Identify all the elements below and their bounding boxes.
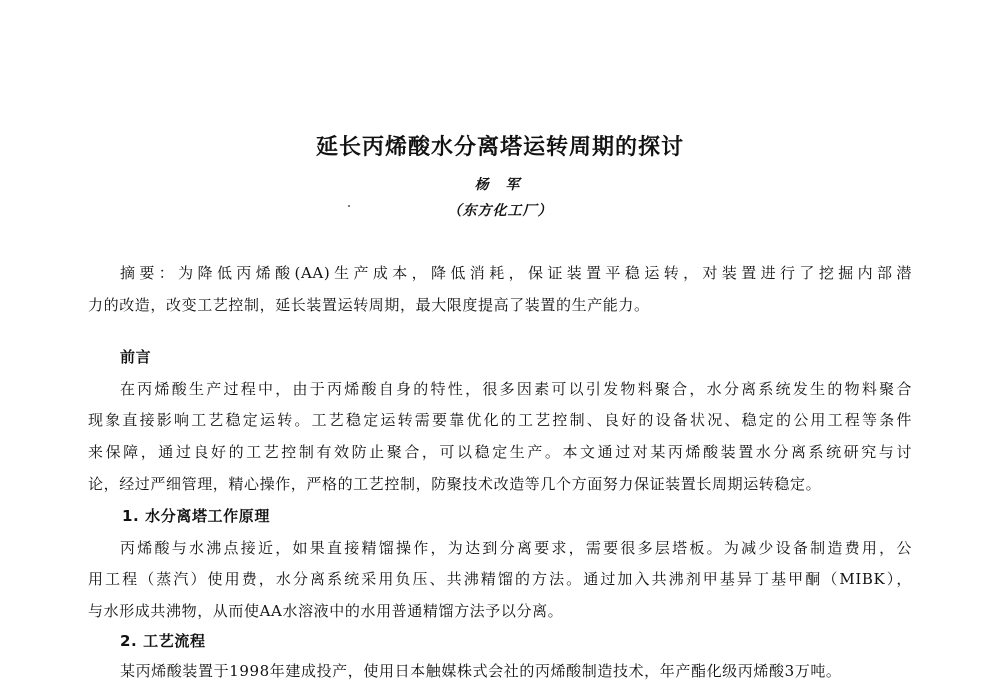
author-affiliation: （东方化工厂） bbox=[447, 203, 553, 219]
paragraph-line: 在丙烯酸生产过程中，由于丙烯酸自身的特性，很多因素可以引发物料聚合，水分离系统发生的物料聚合 bbox=[120, 380, 912, 398]
abstract-line: 摘要：为降低丙烯酸(AA)生产成本，降低消耗，保证装置平稳运转，对装置进行了挖掘内部潜 bbox=[120, 264, 912, 282]
section-heading-1: 1. 水分离塔工作原理 bbox=[122, 507, 270, 525]
section-heading-preface: 前言 bbox=[120, 348, 152, 366]
paragraph-line: 丙烯酸与水沸点接近，如果直接精馏操作，为达到分离要求，需要很多层塔板。为减少设备制造费用，公 bbox=[120, 539, 912, 557]
scan-speck bbox=[348, 205, 350, 207]
paragraph-line: 论，经过严细管理，精心操作，严格的工艺控制，防聚技术改造等几个方面努力保证装置长周期运转稳定。 bbox=[88, 475, 822, 493]
abstract-line: 力的改造，改变工艺控制，延长装置运转周期，最大限度提高了装置的生产能力。 bbox=[88, 296, 650, 314]
section-heading-2: 2. 工艺流程 bbox=[120, 632, 206, 650]
author-name: 杨 军 bbox=[474, 177, 526, 193]
paper-title: 延长丙烯酸水分离塔运转周期的探讨 bbox=[315, 135, 684, 160]
paragraph-line: 用工程（蒸汽）使用费，水分离系统采用负压、共沸精馏的方法。通过加入共沸剂甲基异丁基甲酮（MIBK）， bbox=[88, 570, 912, 588]
paragraph-line: 来保障，通过良好的工艺控制有效防止聚合，可以稳定生产。本文通过对某丙烯酸装置水分离系统研究与讨 bbox=[88, 443, 912, 461]
paragraph-line: 某丙烯酸装置于1998年建成投产，使用日本触媒株式会社的丙烯酸制造技术，年产酯化级丙烯酸3万吨。 bbox=[120, 662, 842, 680]
paragraph-line: 与水形成共沸物，从而使AA水溶液中的水用普通精馏方法予以分离。 bbox=[88, 602, 564, 620]
paragraph-line: 现象直接影响工艺稳定运转。工艺稳定运转需要靠优化的工艺控制、良好的设备状况、稳定的公用工程等条件 bbox=[88, 411, 912, 429]
